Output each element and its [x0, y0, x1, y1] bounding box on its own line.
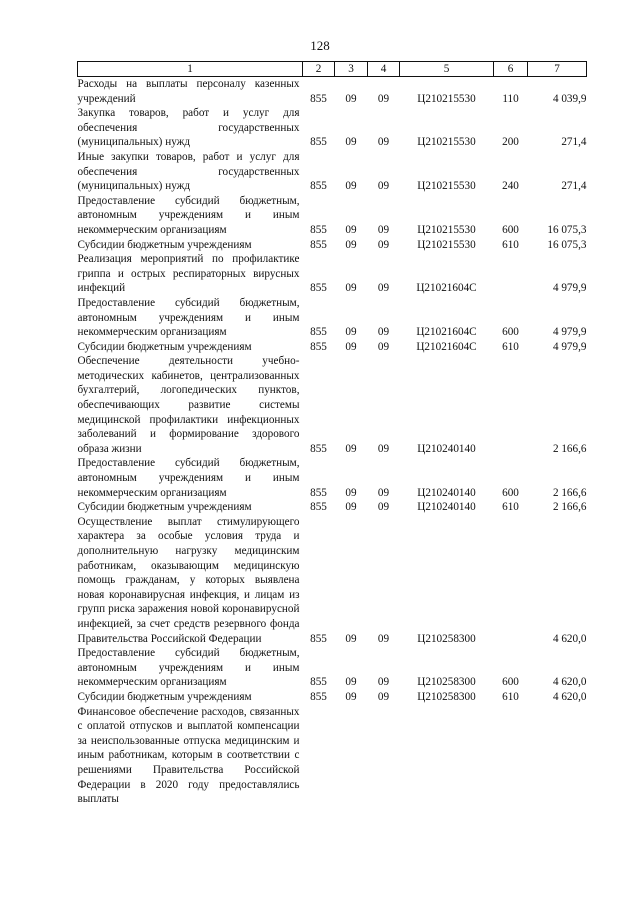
row-grbs-code: 855 [310, 690, 327, 703]
column-header: 5 [400, 62, 494, 77]
row-target-article: Ц210258300 [417, 676, 476, 689]
row-description: Субсидии бюджетным учреждениям [77, 690, 252, 703]
row-target-article: Ц21021604С [416, 282, 477, 295]
table-row [78, 354, 587, 456]
row-subsection-code: 09 [377, 632, 390, 645]
table-row [78, 238, 587, 253]
row-amount: 2 166,6 [552, 486, 587, 499]
table-row [78, 646, 587, 690]
table-row [78, 106, 587, 150]
row-expense-type: 610 [502, 501, 519, 514]
row-section-code: 09 [345, 136, 357, 149]
table-row [78, 705, 587, 807]
row-amount: 271,4 [561, 136, 587, 149]
row-expense-type [494, 354, 528, 456]
row-subsection-code: 09 [377, 442, 390, 455]
row-grbs-code: 855 [310, 92, 327, 105]
row-amount: 2 166,6 [552, 442, 587, 455]
row-target-article: Ц21021604С [416, 326, 477, 339]
row-expense-type: 610 [502, 238, 519, 251]
row-amount [528, 705, 587, 807]
row-target-article: Ц210215530 [417, 136, 476, 149]
row-description: Субсидии бюджетным учреждениям [77, 501, 252, 514]
row-target-article: Ц210240140 [417, 442, 476, 455]
row-amount: 16 075,3 [547, 223, 587, 236]
column-header: 1 [78, 62, 303, 77]
table-row [78, 150, 587, 194]
row-target-article: Ц210258300 [417, 632, 476, 645]
row-expense-type [494, 705, 528, 807]
row-amount: 2 166,6 [552, 501, 587, 514]
row-description: Расходы на выплаты персоналу казенных учреждений [77, 78, 300, 105]
table-row [78, 515, 587, 646]
row-subsection-code: 09 [377, 180, 390, 193]
row-grbs-code: 855 [310, 282, 327, 295]
row-subsection-code: 09 [377, 501, 390, 514]
row-target-article: Ц210215530 [417, 238, 476, 251]
row-expense-type: 610 [502, 690, 519, 703]
page-number: 128 [310, 38, 330, 53]
row-subsection-code: 09 [377, 326, 390, 339]
row-amount: 4 620,0 [552, 676, 587, 689]
row-grbs-code: 855 [310, 442, 327, 455]
row-grbs-code: 855 [310, 501, 327, 514]
row-amount: 4 979,9 [552, 340, 587, 353]
row-section-code: 09 [345, 238, 357, 251]
row-target-article: Ц21021604С [416, 340, 477, 353]
row-expense-type [494, 515, 528, 646]
row-subsection-code: 09 [377, 223, 390, 236]
row-grbs-code: 855 [310, 632, 327, 645]
row-subsection-code: 09 [377, 486, 390, 499]
row-grbs-code: 855 [310, 676, 327, 689]
row-section-code: 09 [345, 282, 357, 295]
row-target-article: Ц210240140 [417, 501, 476, 514]
row-description: Субсидии бюджетным учреждениям [77, 238, 252, 251]
row-description: Предоставление субсидий бюджетным, автономным учреждениям и иным некоммерческим организациям [77, 647, 300, 689]
row-target-article: Ц210215530 [417, 223, 476, 236]
row-section-code: 09 [345, 486, 357, 499]
table-header-row [78, 62, 587, 77]
table-row [78, 194, 587, 238]
row-expense-type: 600 [502, 486, 519, 499]
row-section-code: 09 [345, 690, 357, 703]
row-description: Закупка товаров, работ и услуг для обеспечения государственных (муниципальных) нужд [77, 107, 300, 149]
row-target-article [400, 705, 494, 807]
row-section-code [335, 705, 368, 807]
column-header: 6 [494, 62, 528, 77]
column-header: 3 [335, 62, 368, 77]
row-section-code: 09 [345, 501, 357, 514]
row-amount: 4 620,0 [552, 632, 587, 645]
row-subsection-code: 09 [377, 92, 390, 105]
row-description: Осуществление выплат стимулирующего характера за особые условия труда и дополнительную нагрузку медицинским работникам, оказывающим медицинскую помощь гражданам, у которых выявлена новая коронавирусная инфекция, и лицам из групп риска заражения новой коронавирусной инфекцией, за счет средств резервного фонда Правительства Российской Федерации [77, 515, 300, 645]
row-expense-type: 240 [502, 180, 519, 193]
row-grbs-code [303, 705, 335, 807]
row-section-code: 09 [345, 632, 357, 645]
row-description: Предоставление субсидий бюджетным, автономным учреждениям и иным некоммерческим организациям [77, 296, 300, 339]
row-section-code: 09 [345, 92, 357, 105]
row-expense-type: 600 [502, 223, 519, 236]
row-expense-type [494, 252, 528, 296]
row-grbs-code: 855 [310, 486, 327, 499]
row-subsection-code: 09 [377, 340, 390, 353]
row-grbs-code: 855 [310, 238, 327, 251]
row-grbs-code: 855 [310, 136, 327, 149]
row-target-article: Ц210240140 [417, 486, 476, 499]
column-header: 4 [368, 62, 400, 77]
row-subsection-code: 09 [377, 676, 390, 689]
row-target-article: Ц210258300 [417, 690, 476, 703]
row-target-article: Ц210215530 [417, 92, 476, 105]
row-description: Иные закупки товаров, работ и услуг для обеспечения государственных (муниципальных) нужд [77, 150, 300, 193]
table-body [78, 77, 587, 807]
table-row [78, 456, 587, 500]
row-section-code: 09 [345, 326, 357, 339]
column-header: 2 [303, 62, 335, 77]
row-description: Обеспечение деятельности учебно-методических кабинетов, централизованных бухгалтерий, логопедических пунктов, обеспечивающих развитие системы медицинской профилактики инфекционных заболеваний и формирование здорового образа жизни [77, 355, 300, 455]
row-target-article: Ц210215530 [417, 180, 476, 193]
table-row [78, 690, 587, 705]
table-row [78, 252, 587, 296]
row-description: Субсидии бюджетным учреждениям [77, 340, 252, 353]
row-section-code: 09 [345, 180, 357, 193]
row-expense-type: 200 [502, 136, 519, 149]
row-description: Реализация мероприятий по профилактике гриппа и острых респираторных вирусных инфекций [77, 253, 300, 295]
row-expense-type: 610 [502, 340, 519, 353]
row-grbs-code: 855 [310, 180, 327, 193]
row-expense-type: 600 [502, 326, 519, 339]
row-section-code: 09 [345, 442, 357, 455]
row-expense-type: 110 [502, 92, 519, 105]
table-row [78, 77, 587, 107]
row-description: Предоставление субсидий бюджетным, автономным учреждениям и иным некоммерческим организациям [77, 457, 300, 499]
table-row [78, 500, 587, 515]
row-grbs-code: 855 [310, 326, 327, 339]
row-description: Финансовое обеспечение расходов, связанных с оплатой отпусков и выплатой компенсации за неиспользованные отпуска медицинским и иным работникам, которым в соответствии с решениями Правительства Российской Федерации в 2020 году предоставлялись выплаты [77, 705, 300, 806]
row-amount: 4 979,9 [552, 282, 587, 295]
table-row [78, 340, 587, 355]
row-amount: 4 620,0 [552, 690, 587, 703]
row-section-code: 09 [345, 223, 357, 236]
row-section-code: 09 [345, 676, 357, 689]
row-grbs-code: 855 [310, 340, 327, 353]
row-amount: 4 979,9 [552, 326, 587, 339]
table-row [78, 296, 587, 340]
row-expense-type: 600 [502, 676, 519, 689]
row-amount: 16 075,3 [547, 238, 587, 251]
column-header: 7 [528, 62, 587, 77]
row-subsection-code: 09 [377, 238, 390, 251]
row-subsection-code: 09 [377, 690, 390, 703]
budget-table [77, 61, 587, 807]
row-section-code: 09 [345, 340, 357, 353]
row-subsection-code: 09 [377, 282, 390, 295]
row-grbs-code: 855 [310, 223, 327, 236]
row-subsection-code: 09 [377, 136, 390, 149]
row-amount: 271,4 [561, 180, 587, 193]
row-amount: 4 039,9 [552, 92, 587, 105]
row-subsection-code [368, 705, 400, 807]
row-description: Предоставление субсидий бюджетным, автономным учреждениям и иным некоммерческим организациям [77, 194, 300, 236]
